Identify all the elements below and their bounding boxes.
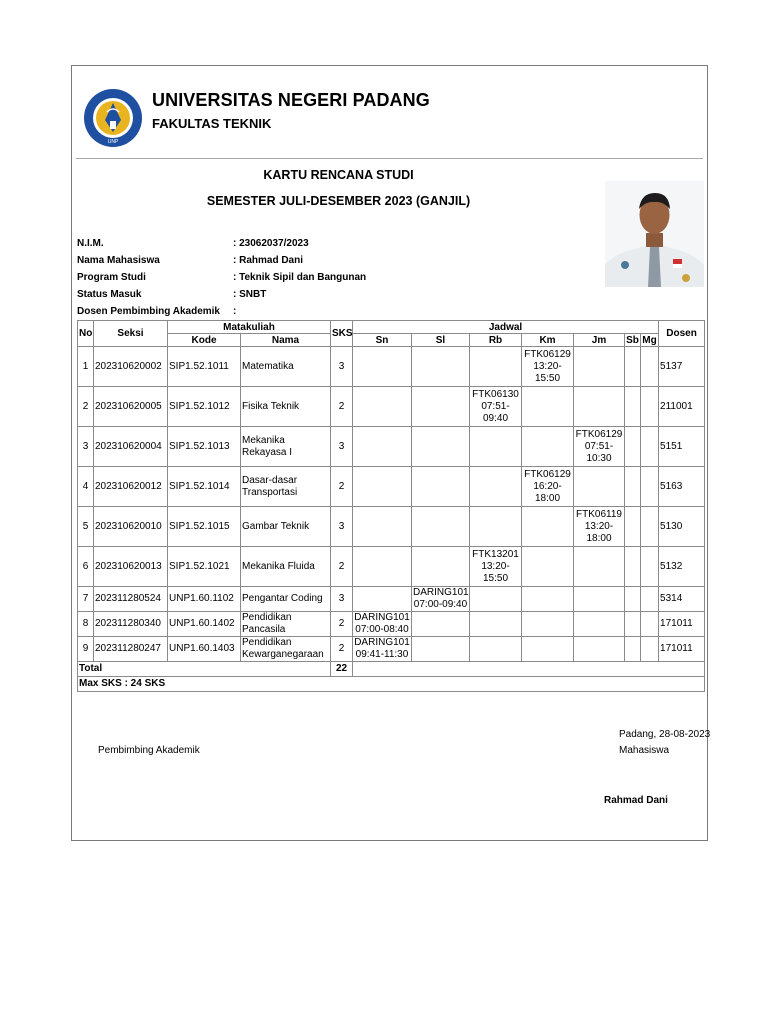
total-row <box>78 662 705 677</box>
max-sks-row <box>78 677 705 692</box>
header-jm: Jm <box>574 334 625 347</box>
university-logo <box>83 88 143 148</box>
table-row: 9 202311280247 UNP1.60.1403 Pendidikan Kewarganegaraan 2 DARING101 09:41-11:30 171011 <box>78 637 705 662</box>
table-row: 2 202310620005 SIP1.52.1012 Fisika Teknik 2 FTK06130 07:51-09:40 211001 <box>78 387 705 427</box>
student-label: Mahasiswa <box>619 745 670 756</box>
header-no: No <box>78 321 94 347</box>
header-divider <box>76 158 703 159</box>
header-nama: Nama <box>241 334 331 347</box>
university-name: UNIVERSITAS NEGERI PADANG <box>152 90 430 110</box>
header-rb: Rb <box>470 334 522 347</box>
header-sl: Sl <box>412 334 470 347</box>
header-sks: SKS <box>331 321 353 347</box>
faculty-name: FAKULTAS TEKNIK <box>152 116 272 131</box>
max-sks: Max SKS : 24 SKS <box>78 677 705 692</box>
semester-title: SEMESTER JULI-DESEMBER 2023 (GANJIL) <box>206 194 471 208</box>
student-signature-name: Rahmad Dani <box>604 795 668 806</box>
header-matakuliah: Matakuliah <box>168 321 331 334</box>
header-sn: Sn <box>353 334 412 347</box>
header-km: Km <box>522 334 574 347</box>
advisor-label: Pembimbing Akademik <box>98 745 200 756</box>
table-row: 3 202310620004 SIP1.52.1013 Mekanika Rekayasa I 3 FTK06129 07:51-10:30 5151 <box>78 427 705 467</box>
header-kode: Kode <box>168 334 241 347</box>
krs-document: UNP UNIVERSITAS NEGERI PADANG FAKULTAS TEKNIK KARTU RENCANA STUDI SEMESTER JULI-DESEMBER 2023 (GANJIL) N.I.M. : 23062037/2023 Nama Mahasiswa : Rahmad Dani Program Studi : Teknik Sipil dan Bangunan Status Masuk : SNBT Dosen Pembimbing Akademik : No Seksi Matakuliah SKS Jadwal Dosen Kode Nama Sn Sl Rb Km Jm Sb Mg 1 202310620002 SIP1.52.1011 Matematika 3 FTK06129 13:20-15:50 5137 2 202310620005 SIP1.52.1012 Fisika Teknik 2 FTK06130 07:51-09:40 211001 3 202310620004 SIP1.52.1013 Mekanika Rekayasa I 3 FTK06129 07:51-10:30 5151 4 202310620012 SIP1.52.1014 Dasar-dasar Transportasi 2 FTK06129 16:20-18:00 5163 5 202310620010 SIP1.52.1015 Gambar Teknik 3 FTK06119 13:20-18:00 5130 6 202310620013 SIP1.52.1021 Mekanika Fluida 2 FTK13201 13:20-15:50 5132 7 202311280524 UNP1.60.1102 Pengantar Coding 3 DARING101 07:00-09:40 5314 8 202311280340 UNP1.60.1402 Pendidikan Pancasila 2 DARING101 07:00-08:40 171011 9 202311280247 UNP1.60.1403 Pendidikan Kewarganegaraan 2 DARING101 09:41-11:30 171011 Total 22 Max SKS : 24 SKS Padang, 28-08-2023 Pembimbing Akademik Mahasiswa Rahmad Dani <box>71 65 708 841</box>
logo-abbrev: UNP <box>107 139 119 145</box>
student-photo <box>605 181 704 287</box>
header-sb: Sb <box>626 334 639 346</box>
total-sks: 22 <box>331 662 353 677</box>
table-row: 6 202310620013 SIP1.52.1021 Mekanika Fluida 2 FTK13201 13:20-15:50 5132 <box>78 547 705 587</box>
table-row: 8 202311280340 UNP1.60.1402 Pendidikan Pancasila 2 DARING101 07:00-08:40 171011 <box>78 612 705 637</box>
table-row: 5 202310620010 SIP1.52.1015 Gambar Teknik 3 FTK06119 13:20-18:00 5130 <box>78 507 705 547</box>
document-title: KARTU RENCANA STUDI <box>263 168 414 182</box>
header-mg: Mg <box>642 334 657 346</box>
total-label: Total <box>78 662 331 677</box>
header-dosen: Dosen <box>659 321 705 347</box>
table-row: 1 202310620002 SIP1.52.1011 Matematika 3 FTK06129 13:20-15:50 5137 <box>78 347 705 387</box>
table-row: 4 202310620012 SIP1.52.1014 Dasar-dasar Transportasi 2 FTK06129 16:20-18:00 5163 <box>78 467 705 507</box>
signature-date: Padang, 28-08-2023 <box>619 729 711 740</box>
header-jadwal: Jadwal <box>353 321 659 334</box>
table-row: 7 202311280524 UNP1.60.1102 Pengantar Coding 3 DARING101 07:00-09:40 5314 <box>78 587 705 612</box>
course-table <box>77 320 705 692</box>
header-seksi: Seksi <box>94 321 168 347</box>
